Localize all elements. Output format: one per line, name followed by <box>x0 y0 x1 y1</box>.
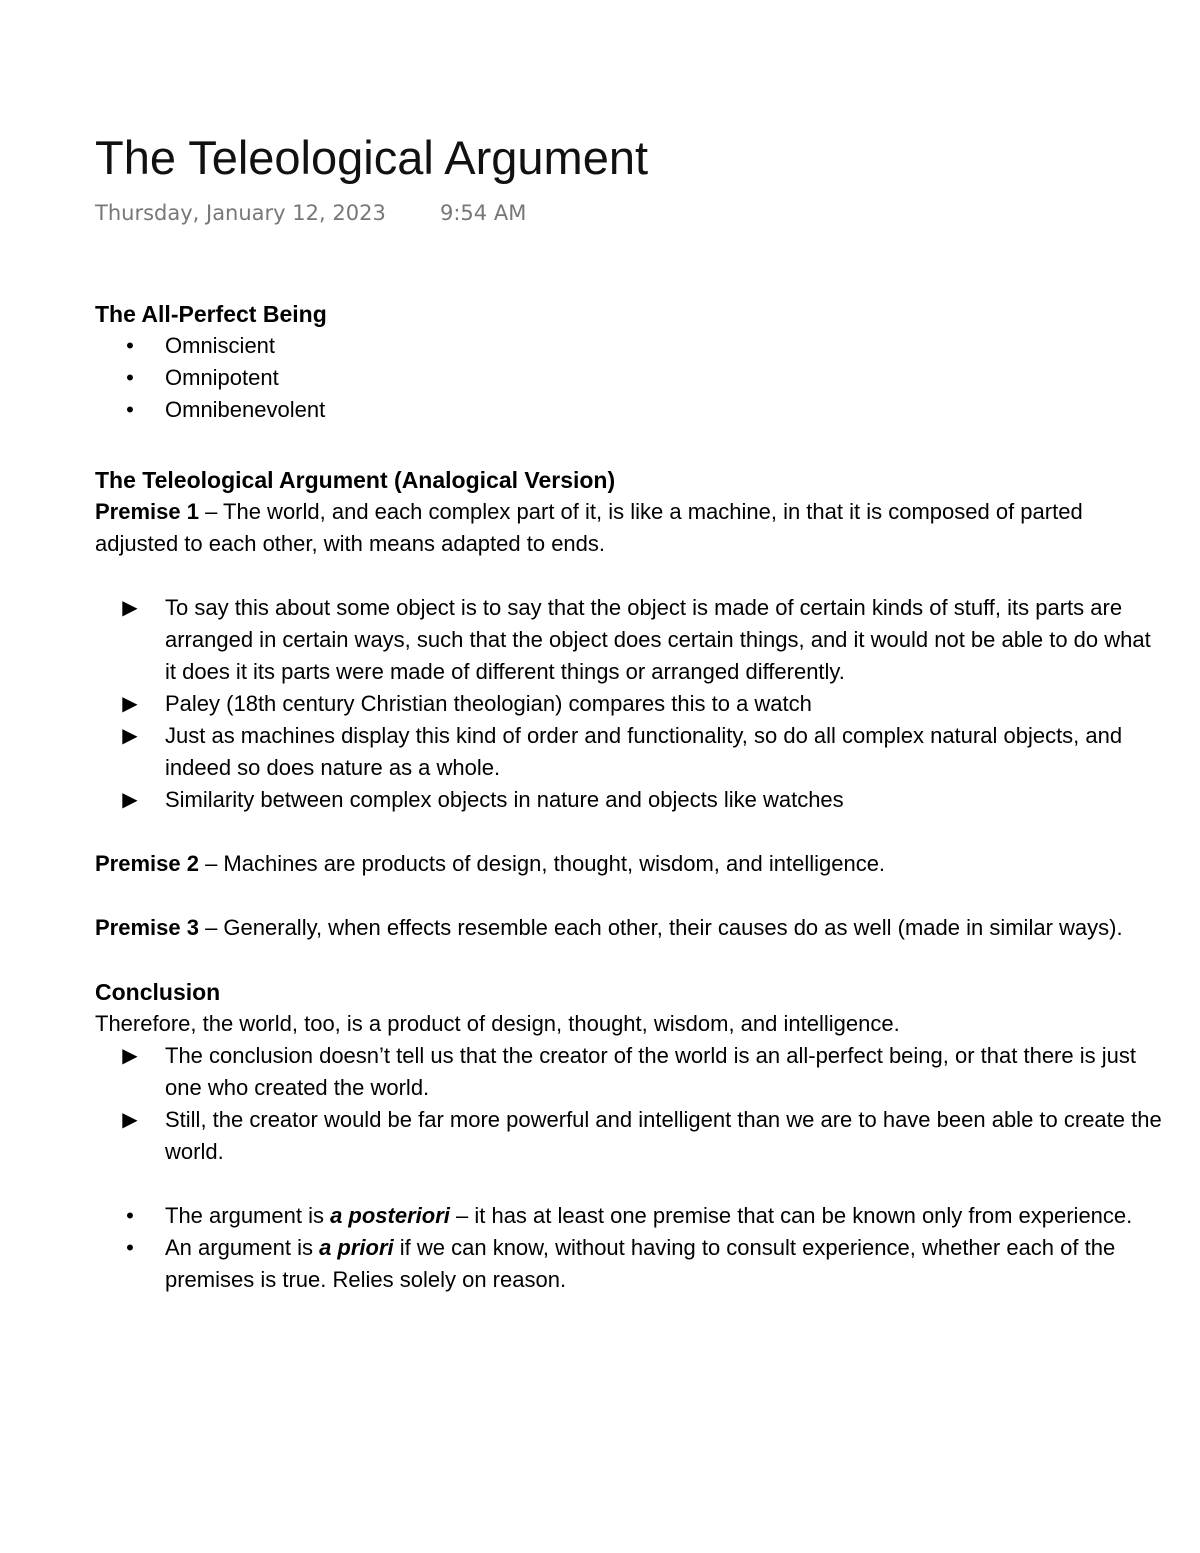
premise-2 <box>95 848 1165 880</box>
premise-1-label: Premise 1 <box>95 499 199 524</box>
list-item: • The argument is a posteriori – it has at least one premise that can be known only from experience. <box>95 1200 1165 1232</box>
arrow-bullet-icon: ▶ <box>122 1045 138 1067</box>
list-item: ▶ The conclusion doesn’t tell us that the creator of the world is an all-perfect being, or that there is just one who created the world. <box>95 1040 1165 1104</box>
note-date: Thursday, January 12, 2023 <box>95 201 386 225</box>
list-item: • Omnipotent <box>95 362 1165 394</box>
arrow-bullet-icon: ▶ <box>122 693 138 715</box>
list-item: ▶ Still, the creator would be far more powerful and intelligent than we are to have been able to create the world. <box>95 1104 1165 1168</box>
premise-2-label: Premise 2 <box>95 851 199 876</box>
premise-3-label: Premise 3 <box>95 915 199 940</box>
list-item: • Omniscient <box>95 330 1165 362</box>
premise-2-text: – Machines are products of design, thought, wisdom, and intelligence. <box>198 851 886 876</box>
list-item: • Omnibenevolent <box>95 394 1165 426</box>
note-timestamp <box>95 198 1165 228</box>
premise-1-text: – The world, and each complex part of it, is like a machine, in that it is composed of parted adjusted to each other, with means adapted to ends. <box>95 499 1083 556</box>
premise-1-bullets <box>95 592 1165 816</box>
arrow-bullet-icon: ▶ <box>122 1109 138 1131</box>
conclusion-heading: Conclusion <box>95 979 221 1005</box>
premise-3 <box>95 912 1165 944</box>
premise-3-text: – Generally, when effects resemble each other, their causes do as well (made in similar ways). <box>198 915 1123 940</box>
teleological-heading: The Teleological Argument (Analogical Version) <box>95 467 616 493</box>
list-item: ▶ Paley (18th century Christian theologian) compares this to a watch <box>95 688 1165 720</box>
arrow-bullet-icon: ▶ <box>122 597 138 619</box>
list-item: ▶ Just as machines display this kind of order and functionality, so do all complex natural objects, and indeed so does nature as a whole. <box>95 720 1165 784</box>
bullet-dot-icon: • <box>126 1203 134 1228</box>
list-item: ▶ To say this about some object is to say that the object is made of certain kinds of stuff, its parts are arranged in certain ways, such that the object does certain things, and it would not be able to do what it does it its parts were made of different things or arranged differently. <box>95 592 1165 688</box>
bullet-dot-icon: • <box>126 333 134 358</box>
all-perfect-list <box>95 330 1165 426</box>
note-time: 9:54 AM <box>440 201 527 225</box>
note-page <box>95 128 1165 1296</box>
arrow-bullet-icon: ▶ <box>122 725 138 747</box>
page-title: The Teleological Argument <box>95 131 649 184</box>
premise-1 <box>95 496 1165 560</box>
list-item: • An argument is a priori if we can know, without having to consult experience, whether each of the premises is true. Relies solely on reason. <box>95 1232 1165 1296</box>
bullet-dot-icon: • <box>126 1235 134 1260</box>
conclusion-text: Therefore, the world, too, is a product of design, thought, wisdom, and intelligence. <box>95 1011 900 1036</box>
a-priori-term: a priori <box>319 1235 394 1260</box>
all-perfect-heading: The All-Perfect Being <box>95 301 327 327</box>
bullet-dot-icon: • <box>126 365 134 390</box>
apriori-bullets <box>95 1200 1165 1296</box>
conclusion-bullets <box>95 1040 1165 1168</box>
arrow-bullet-icon: ▶ <box>122 789 138 811</box>
a-posteriori-term: a posteriori <box>330 1203 450 1228</box>
bullet-dot-icon: • <box>126 397 134 422</box>
list-item: ▶ Similarity between complex objects in nature and objects like watches <box>95 784 1165 816</box>
